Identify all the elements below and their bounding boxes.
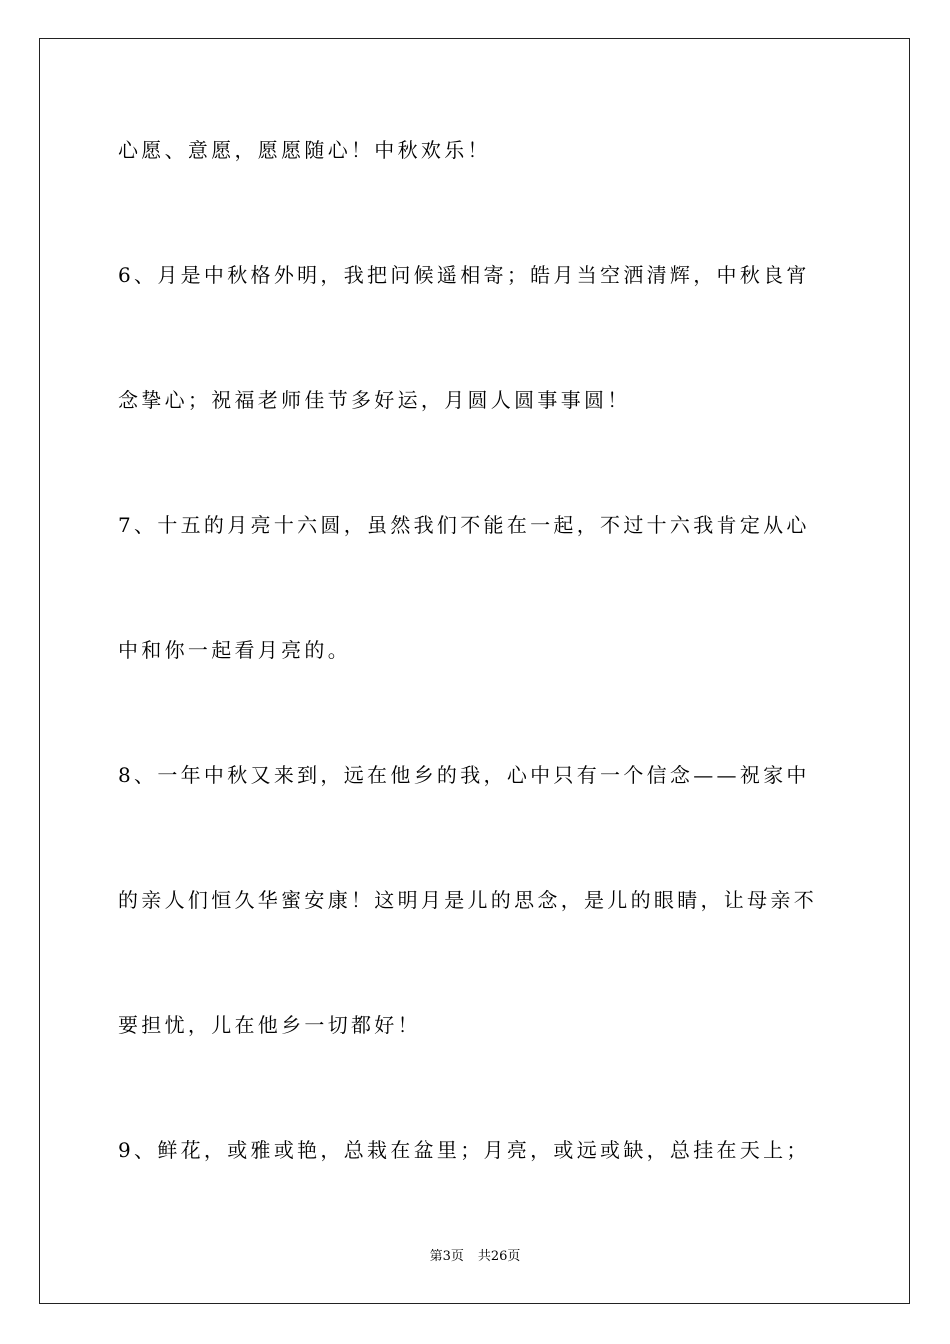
text-line: 8、一年中秋又来到，远在他乡的我，心中只有一个信念——祝家中 [118, 763, 810, 787]
page-number: 第3页 [429, 1249, 464, 1264]
page-total: 共26页 [477, 1249, 521, 1264]
text-line: 7、十五的月亮十六圆，虽然我们不能在一起，不过十六我肯定从心 [118, 513, 810, 537]
text-line: 要担忧，儿在他乡一切都好！ [118, 1013, 421, 1037]
page-border [39, 38, 910, 1304]
text-line: 9、鲜花，或雅或艳，总栽在盆里；月亮，或远或缺，总挂在天上； [118, 1138, 810, 1162]
text-line: 心愿、意愿，愿愿随心！中秋欢乐！ [118, 138, 491, 162]
text-line: 6、月是中秋格外明，我把问候遥相寄；皓月当空洒清辉，中秋良宵 [118, 263, 810, 287]
page-footer [0, 1248, 950, 1266]
text-line: 的亲人们恒久华蜜安康！这明月是儿的思念，是儿的眼睛，让母亲不 [118, 888, 817, 912]
text-line: 念挚心；祝福老师佳节多好运，月圆人圆事事圆！ [118, 388, 631, 412]
text-line: 中和你一起看月亮的。 [118, 638, 351, 662]
